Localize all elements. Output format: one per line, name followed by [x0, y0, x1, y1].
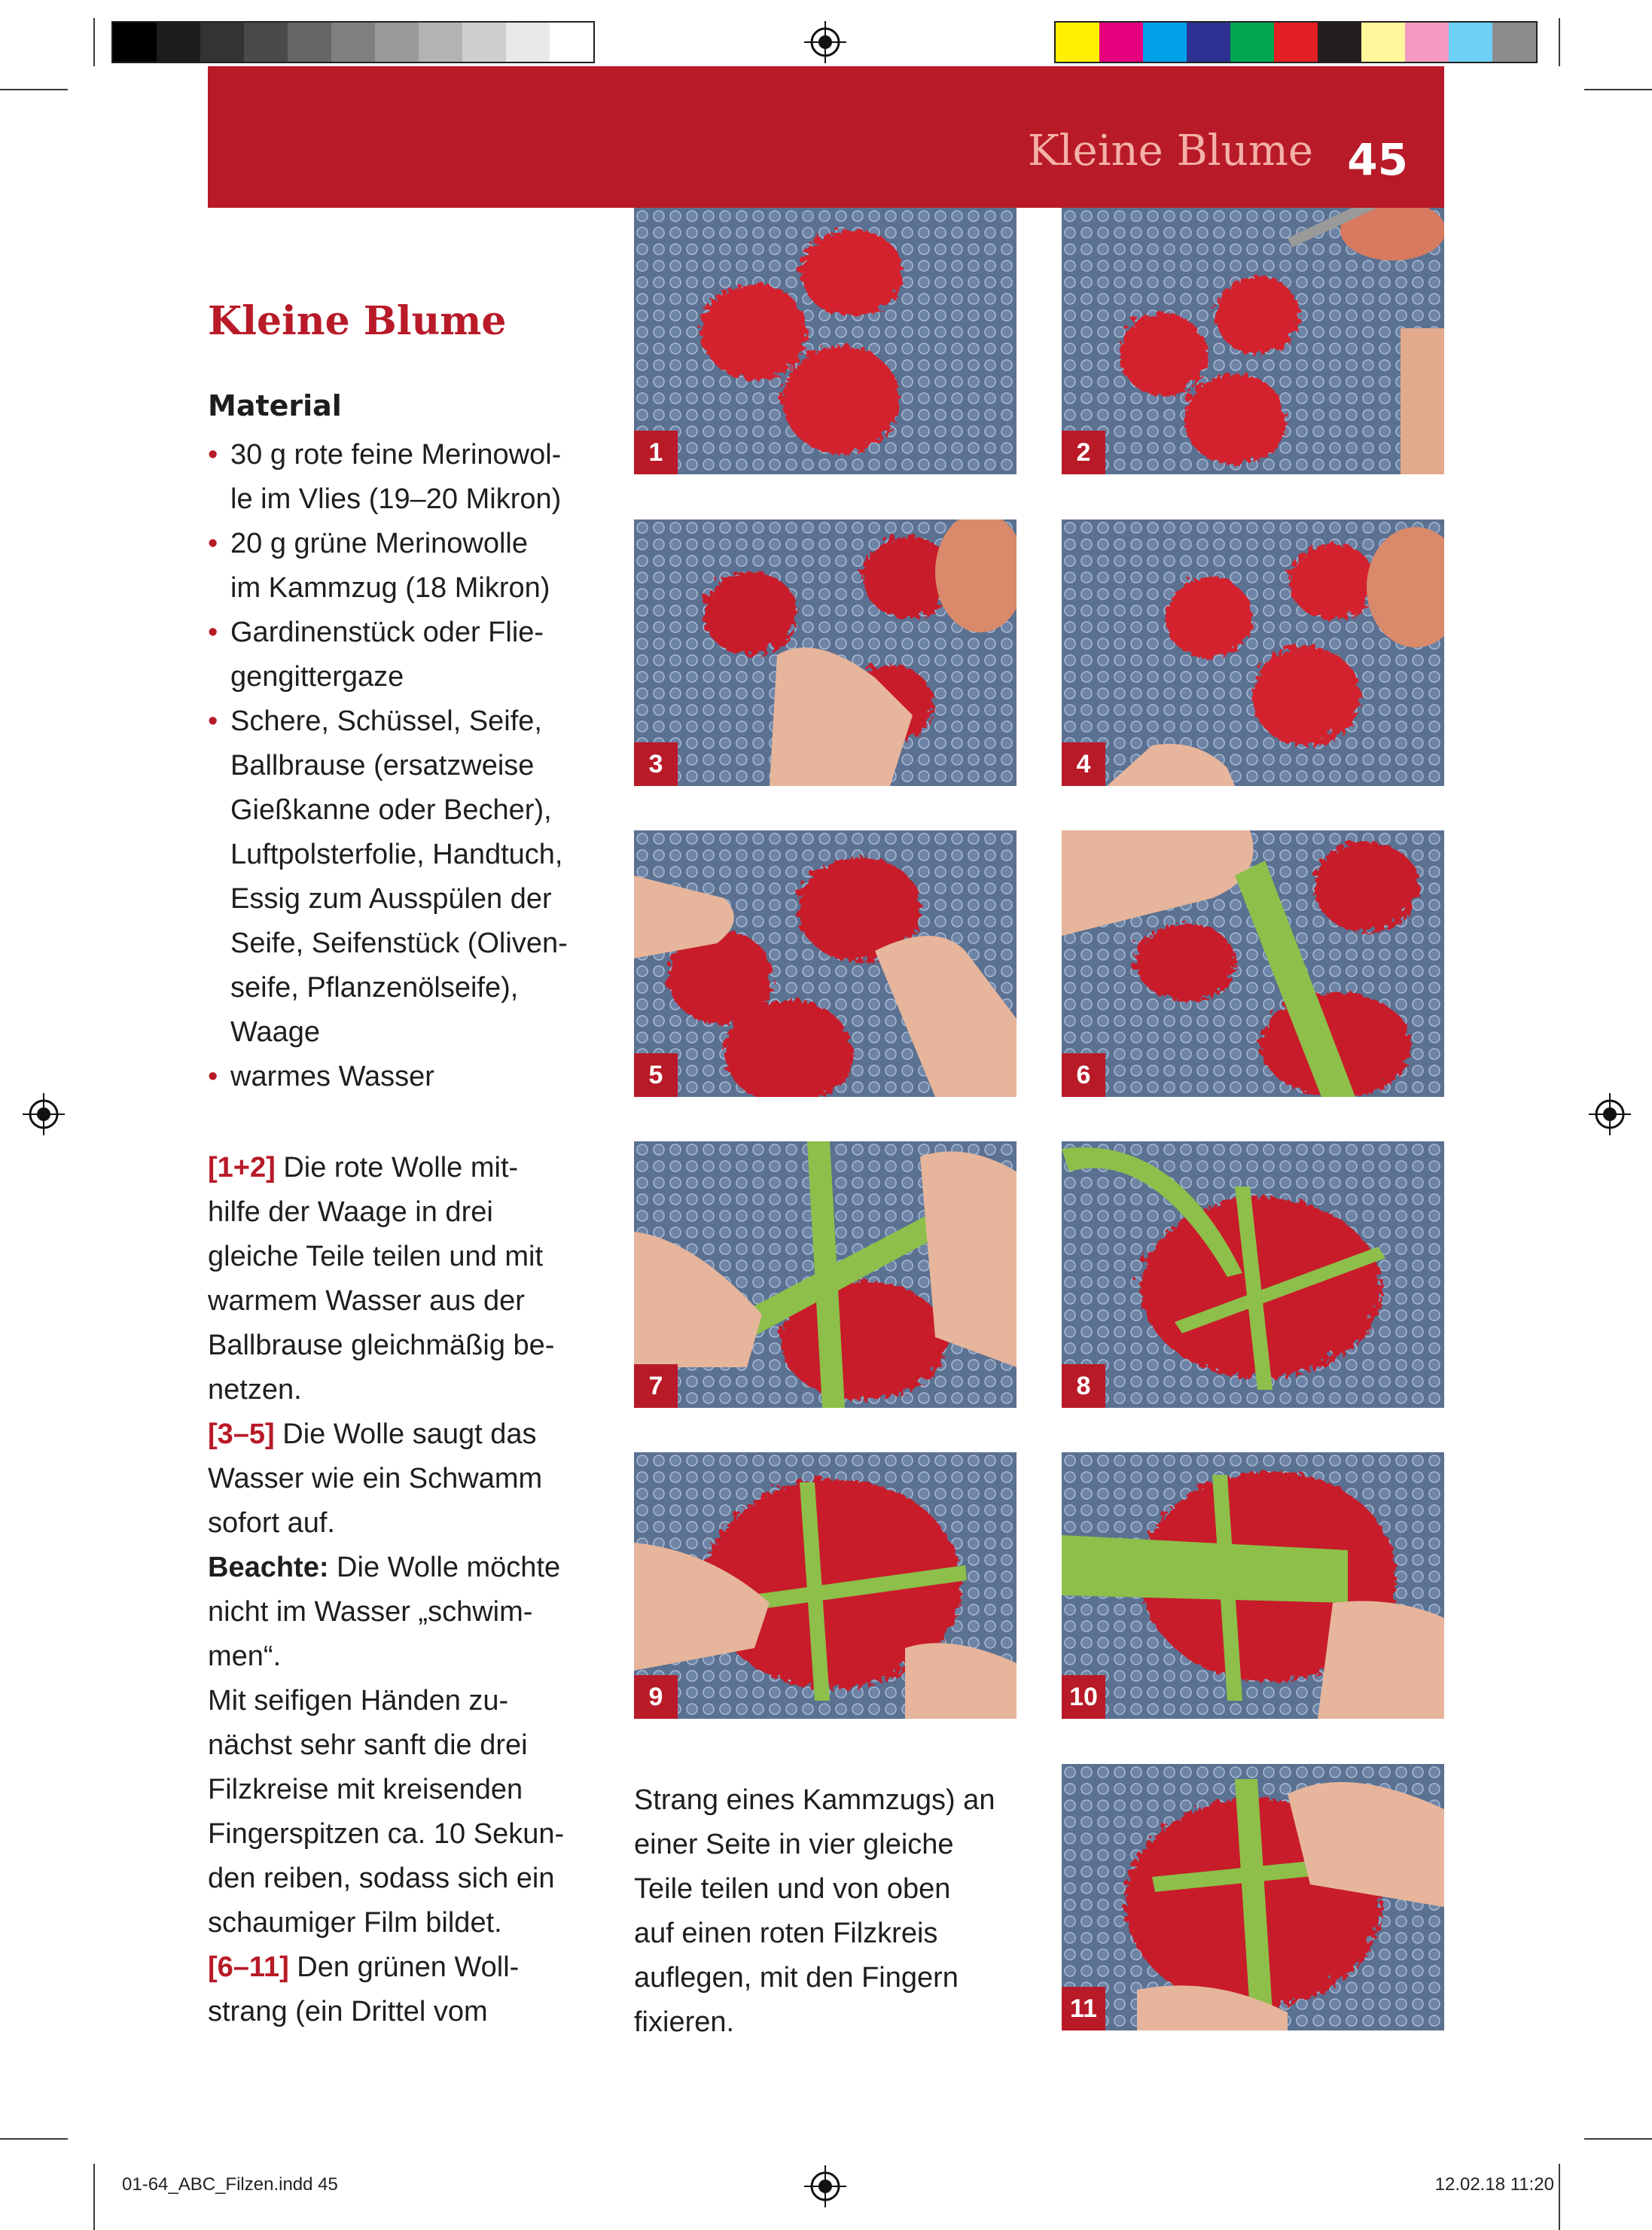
registration-mark-icon: [1589, 1093, 1631, 1135]
list-item: • warmes Wasser: [208, 1061, 434, 1092]
step-number-badge: 7: [634, 1364, 678, 1408]
photo-step-7: [634, 1141, 1016, 1408]
crop-mark: [0, 2138, 68, 2140]
step-number-badge: 10: [1062, 1675, 1105, 1719]
material-list: [208, 433, 607, 1099]
note-label: Beachte:: [208, 1552, 329, 1583]
text-column: [208, 298, 607, 2034]
step-number-badge: 9: [634, 1675, 678, 1719]
registration-mark-icon: [804, 2165, 846, 2207]
instruction-paragraph: [6–11] Den grünen Woll- strang (ein Drittel vom: [208, 1951, 520, 2027]
step-reference: [1+2]: [208, 1152, 276, 1184]
step-number-badge: 5: [634, 1053, 678, 1097]
photo-step-2: [1062, 208, 1444, 474]
crop-mark: [1584, 89, 1652, 90]
color-swatch-bar: [1054, 21, 1538, 63]
list-item: • 30 g rote feine Merinowol- le im Vlies (19–20 Mikron): [208, 439, 562, 515]
page-title: Kleine Blume: [208, 298, 507, 344]
step-number-badge: 1: [634, 431, 678, 474]
instruction-paragraph: [3–5] Die Wolle saugt das Wasser wie ein Schwamm sofort auf.: [208, 1418, 543, 1539]
step-number-badge: 2: [1062, 431, 1105, 474]
crop-mark: [1584, 2138, 1652, 2140]
step-number-badge: 4: [1062, 742, 1105, 786]
step-number-badge: 6: [1062, 1053, 1105, 1097]
page-number: 45: [1347, 134, 1408, 185]
list-item: • 20 g grüne Merinowolle im Kammzug (18 Mikron): [208, 528, 550, 604]
step-reference: [3–5]: [208, 1418, 275, 1450]
crop-mark: [0, 89, 68, 90]
continued-paragraph: Strang eines Kammzugs) an einer Seite in vier gleiche Teile teilen und von oben auf einen roten Filzkreis auflegen, mit den Fingern fixieren.: [634, 1784, 995, 2038]
photo-step-11: [1062, 1764, 1444, 2030]
registration-mark-icon: [23, 1093, 65, 1135]
photo-step-4: [1062, 519, 1444, 786]
step-reference: [6–11]: [208, 1951, 289, 1983]
registration-mark-icon: [804, 21, 846, 63]
photo-step-10: [1062, 1452, 1444, 1719]
instruction-paragraph: [1+2] Die rote Wolle mit- hilfe der Waage in drei gleiche Teile teilen und mit warmem Wasser aus der Ballbrause gleichmäßig be- netzen.: [208, 1152, 555, 1406]
instruction-paragraph: Mit seifigen Händen zu- nächst sehr sanft die drei Filzkreise mit kreisenden Fingerspitzen ca. 10 Sekun- den reiben, sodass sich ein schaumiger Film bildet.: [208, 1685, 565, 1939]
step-number-badge: 11: [1062, 1987, 1105, 2030]
material-heading: Material: [208, 389, 342, 422]
crop-mark: [93, 18, 95, 66]
footer-date-slug: 12.02.18 11:20: [1434, 2174, 1554, 2195]
crop-mark: [93, 2164, 95, 2230]
instructions: [208, 1146, 607, 2034]
running-header-title: Kleine Blume: [1027, 126, 1313, 175]
crop-mark: [1559, 18, 1560, 66]
photo-step-6: [1062, 830, 1444, 1097]
list-item: • Schere, Schüssel, Seife, Ballbrause (ersatzweise Gießkanne oder Becher), Luftpolsterfolie, Handtuch, Essig zum Ausspülen der Seife, Seifenstück (Oliven- seife, Pflanzenölseife), Waage: [208, 705, 568, 1048]
photo-step-1: [634, 208, 1016, 474]
photo-step-9: [634, 1452, 1016, 1719]
footer-file-slug: 01-64_ABC_Filzen.indd 45: [122, 2174, 338, 2195]
photo-step-5: [634, 830, 1016, 1097]
step-number-badge: 8: [1062, 1364, 1105, 1408]
step-number-badge: 3: [634, 742, 678, 786]
list-item: • Gardinenstück oder Flie- gengittergaze: [208, 617, 544, 693]
note-paragraph: Beachte: Die Wolle möchte nicht im Wasser „schwim- men“.: [208, 1552, 561, 1672]
photo-step-8: [1062, 1141, 1444, 1408]
crop-mark: [1559, 2164, 1560, 2230]
grayscale-swatch-bar: [111, 21, 595, 63]
photo-step-3: [634, 519, 1016, 786]
